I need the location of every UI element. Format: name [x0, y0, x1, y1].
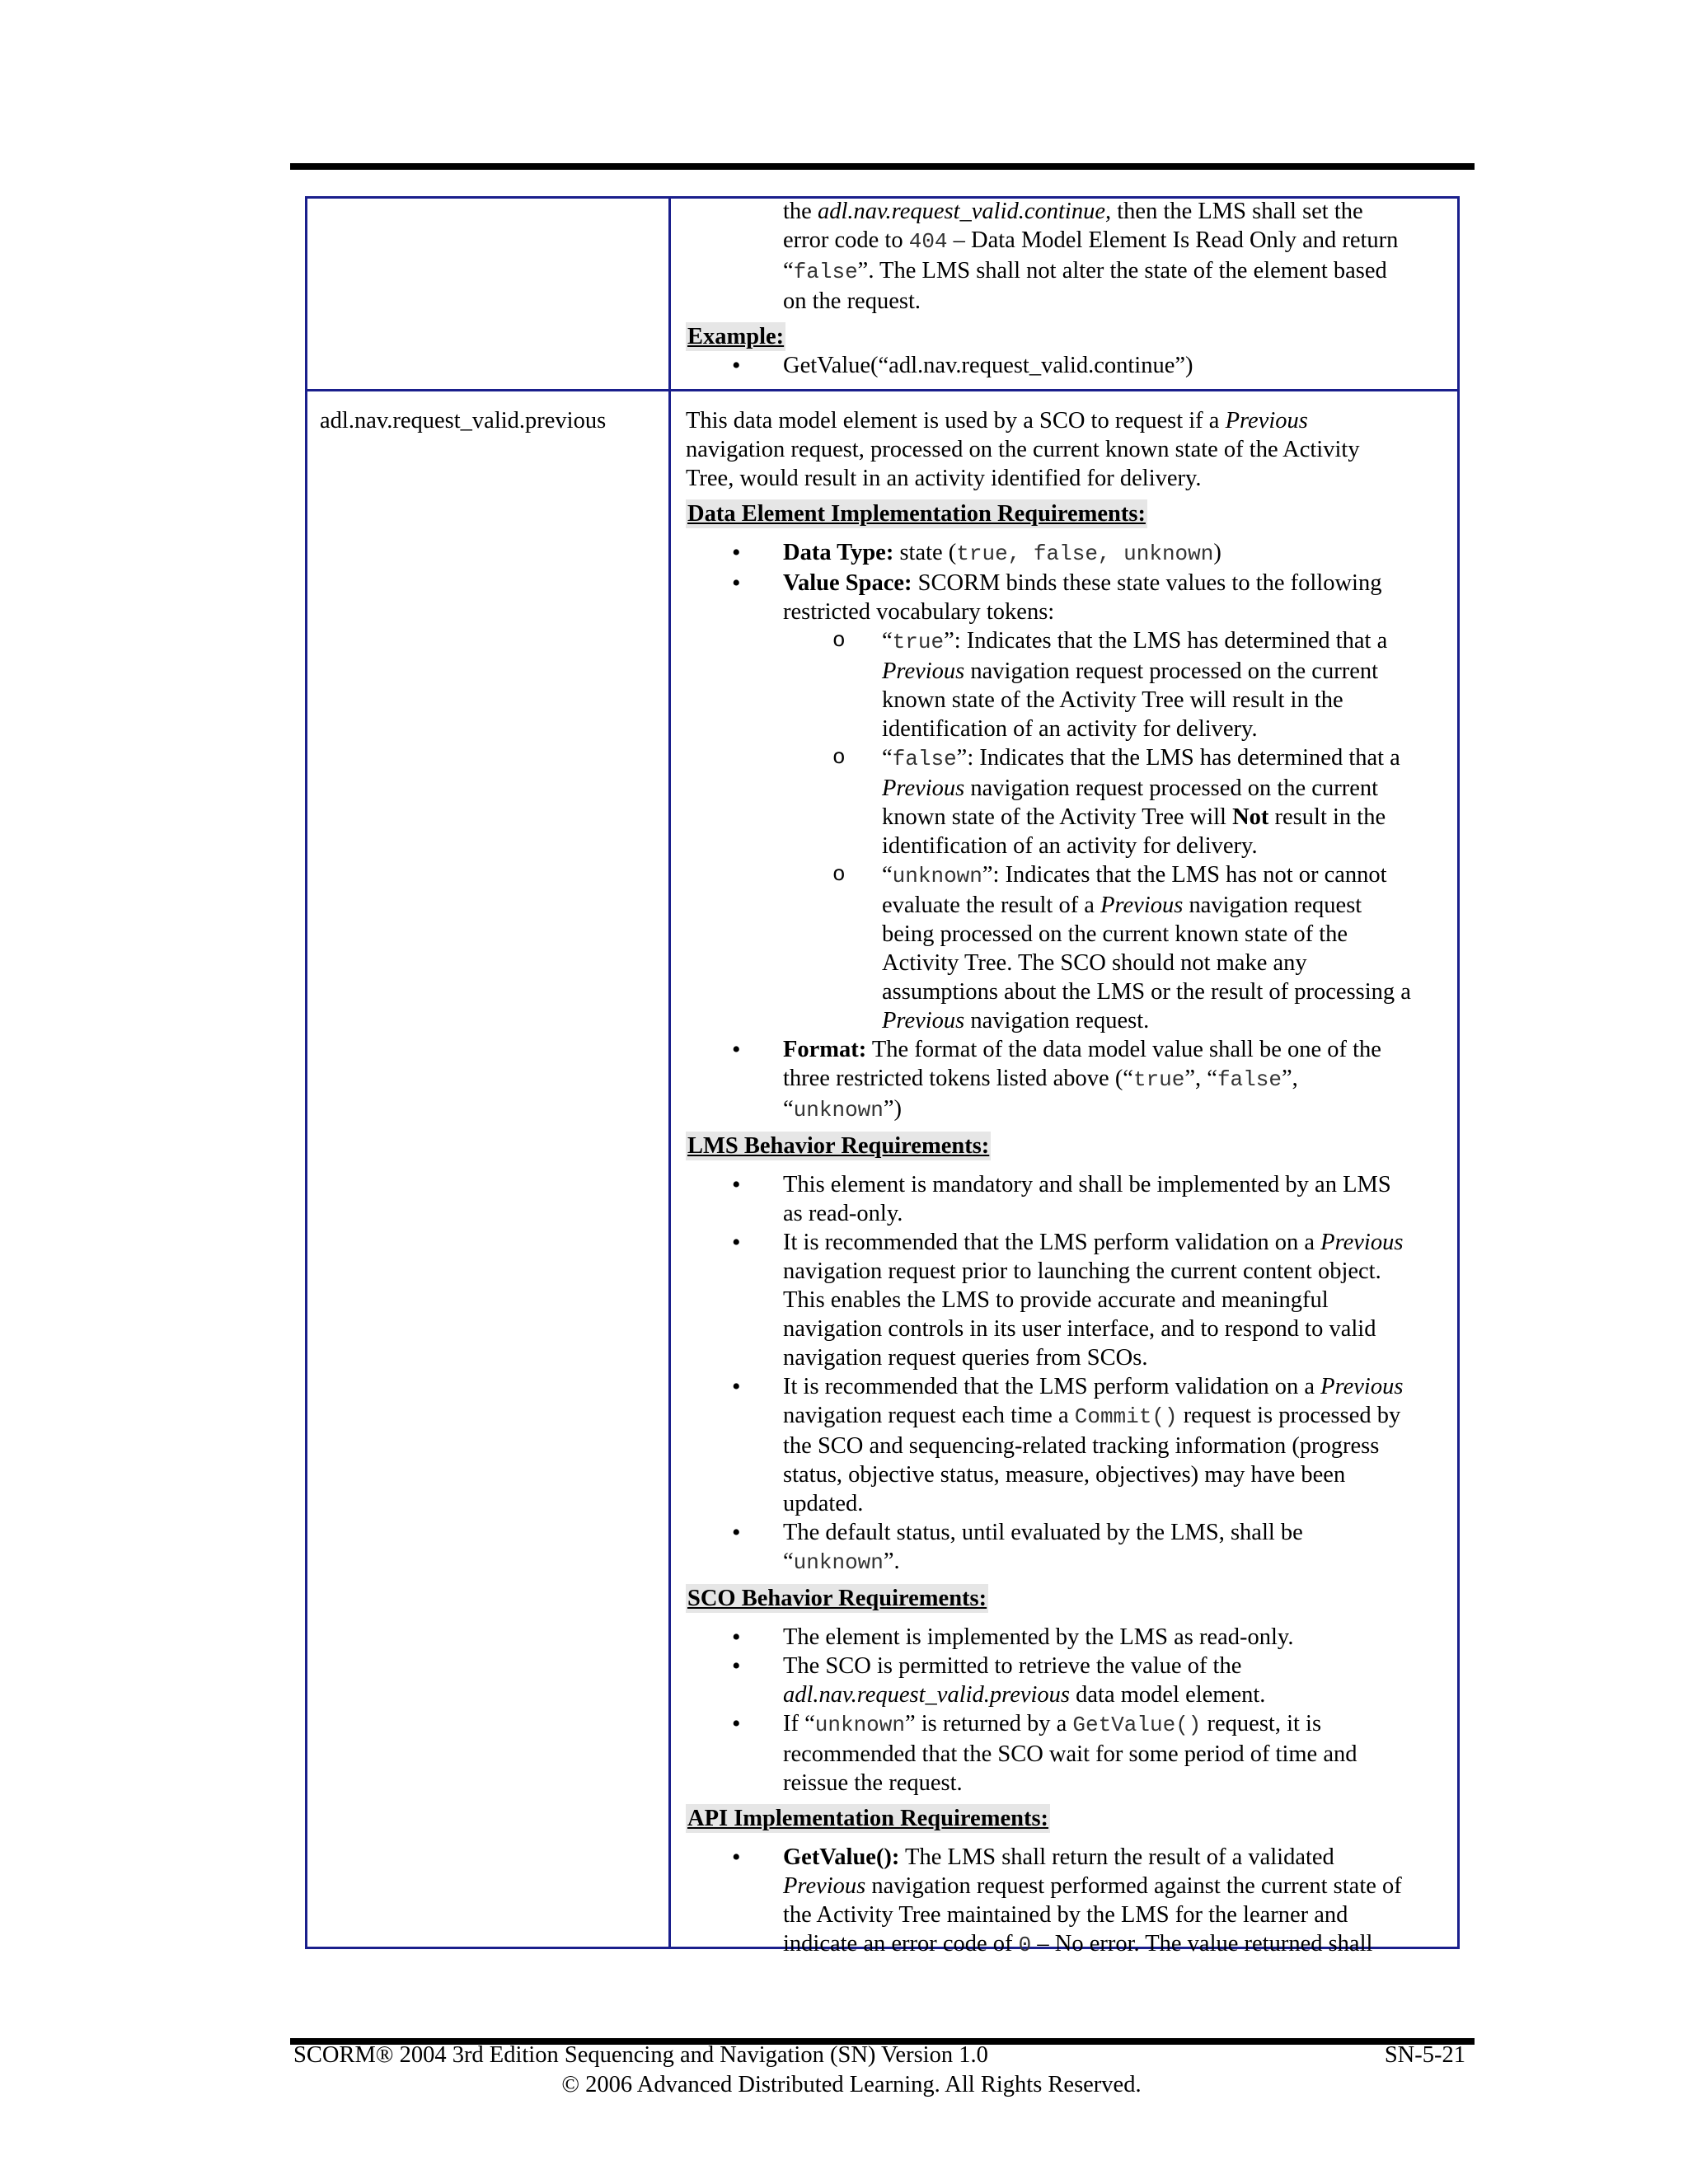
row1-content [686, 197, 1444, 380]
intro-paragraph: This data model element is used by a SCO to request if a Previous navigation request, processed on the current known state of the Activity Tree, would result in an activity identified for delivery. [686, 408, 1360, 491]
token-false: o “false”: Indicates that the LMS has determined that a Previous navigation request processed on the current known state of the Activity Tree will Not result in the identification of an activity for delivery. [832, 745, 1400, 859]
copyright: © 2006 Advanced Distributed Learning. All Rights Reserved. [561, 2072, 1142, 2097]
value-space-item: • Value Space: SCORM binds these state values to the following restricted vocabulary tokens: o “true”: Indicates that the LMS has determined that a Previous navigation request processed on the current known state of the Activity Tree will result in the identification of an activity for delivery. o “false”: Indicates that the LMS has determined that a Previous navigation request processed on the current known state of the Activity Tree will Not result in the identification of an activity for delivery. o “unknown”: Indicates that the LMS has not or cannot evaluate the result of a Previous navigation request being processed on the current known state of the Activity Tree. The SCO should not make any assumptions about the LMS or the result of processing a Previous navigation request. [686, 569, 1444, 1035]
list-item: • The element is implemented by the LMS as read-only. [686, 1623, 1444, 1652]
list-item: • It is recommended that the LMS perform validation on a Previous navigation request prior to launching the current content object. This enables the LMS to provide accurate and meaningful navigation controls in its user interface, and to respond to valid navigation request queries from SCOs. [686, 1228, 1444, 1372]
list-item: • If “unknown” is returned by a GetValue() request, it is recommended that the SCO wait for some period of time and reissue the request. [686, 1709, 1444, 1797]
header-rule [290, 163, 1475, 170]
data-type-item: • Data Type: state (true, false, unknown) [686, 538, 1444, 569]
lms-behavior-heading: LMS Behavior Requirements: [687, 1133, 990, 1159]
page-number: SN-5-21 [1384, 2042, 1465, 2068]
list-item: • This element is mandatory and shall be implemented by an LMS as read-only. [686, 1170, 1444, 1228]
element-name: adl.nav.request_valid.previous [320, 408, 607, 434]
data-impl-heading: Data Element Implementation Requirements: [687, 501, 1146, 527]
format-item: • Format: The format of the data model value shall be one of the three restricted tokens listed above (“true”, “false”, “unknown”) [686, 1035, 1444, 1125]
example-item: • GetValue(“adl.nav.request_valid.continue”) [686, 351, 1444, 380]
row2-content [686, 406, 1444, 1960]
token-unknown: o “unknown”: Indicates that the LMS has not or cannot evaluate the result of a Previous navigation request being processed on the current known state of the Activity Tree. The SCO should not make any assumptions about the LMS or the result of processing a Previous navigation request. [832, 862, 1411, 1033]
example-heading: Example: [687, 324, 785, 349]
list-item: • The default status, until evaluated by the LMS, shall be “unknown”. [686, 1518, 1444, 1577]
list-item: • GetValue(): The LMS shall return the result of a validated Previous navigation request performed against the current state of the Activity Tree maintained by the LMS for the learner and indicate an error code of 0 – No error. The value returned shall [686, 1843, 1444, 1960]
continuation-text: the adl.nav.request_valid.continue, then the LMS shall set the error code to 404 – Data Model Element Is Read Only and return “false”. The LMS shall not alter the state of the element based on the request. [783, 199, 1399, 314]
sco-behavior-heading: SCO Behavior Requirements: [687, 1586, 987, 1611]
lms-behavior-list [686, 1170, 1444, 1577]
api-impl-list [686, 1843, 1444, 1960]
token-true: o “true”: Indicates that the LMS has determined that a Previous navigation request processed on the current known state of the Activity Tree will result in the identification of an activity for delivery. [832, 628, 1388, 742]
list-item: • It is recommended that the LMS perform validation on a Previous navigation request each time a Commit() request is processed by the SCO and sequencing-related tracking information (progress status, objective status, measure, objectives) may have been updated. [686, 1372, 1444, 1518]
footer-title: SCORM® 2004 3rd Edition Sequencing and Navigation (SN) Version 1.0 [293, 2042, 988, 2068]
list-item: • The SCO is permitted to retrieve the value of the adl.nav.request_valid.previous data model element. [686, 1652, 1444, 1709]
sco-behavior-list [686, 1623, 1444, 1797]
data-impl-list [686, 538, 1444, 1125]
api-impl-heading: API Implementation Requirements: [687, 1806, 1049, 1831]
